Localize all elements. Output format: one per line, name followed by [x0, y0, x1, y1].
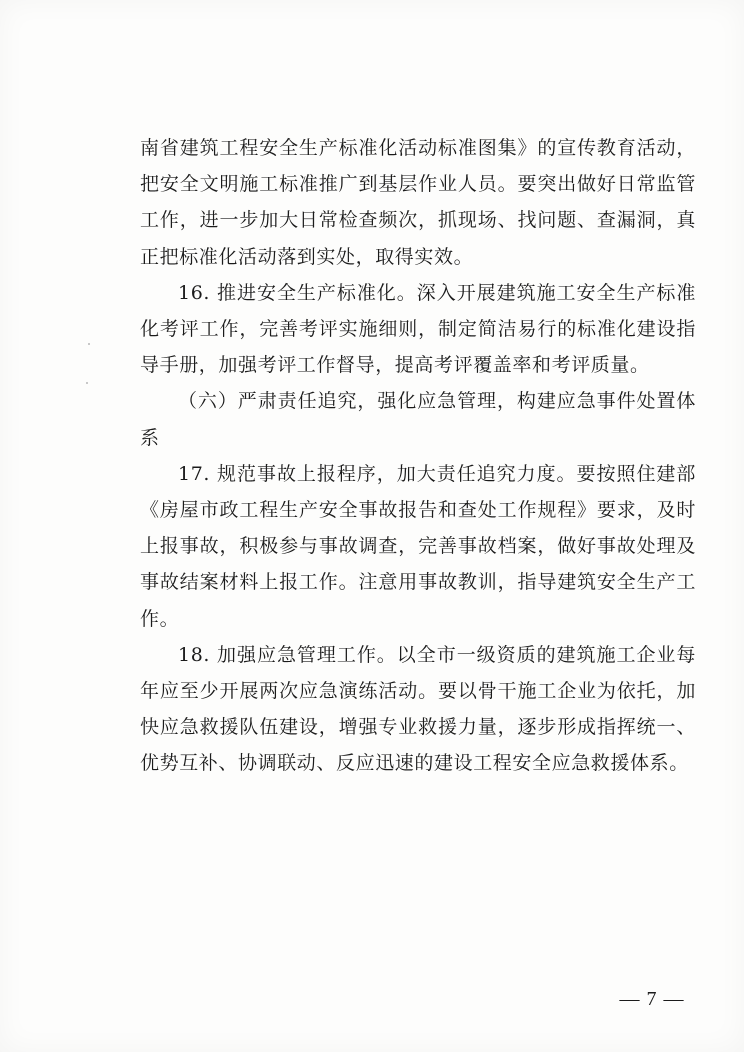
paragraph-continuation: 南省建筑工程安全生产标准化活动标准图集》的宣传教育活动，把安全文明施工标准推广到基层作业人员。要突出做好日常监管工作，进一步加大日常检查频次，抓现场、找问题、查漏洞，真正把标准化活动落到实处，取得实效。	[140, 137, 696, 268]
paragraph-item-16: 16. 推进安全生产标准化。深入开展建筑施工安全生产标准化考评工作，完善考评实施细则，制定简洁易行的标准化建设指导手册，加强考评工作督导，提高考评覆盖率和考评质量。	[140, 281, 696, 377]
paragraph-item-17: 17. 规范事故上报程序，加大责任追究力度。要按照住建部《房屋市政工程生产安全事故报告和查处工作规程》要求，及时上报事故，积极参与事故调查，完善事故档案，做好事故处理及事故结案材料上报工作。注意用事故教训，指导建筑安全生产工作。	[140, 462, 696, 630]
scan-speck	[86, 382, 88, 384]
paragraph-item-18: 18. 加强应急管理工作。以全市一级资质的建筑施工企业每年应至少开展两次应急演练活动。要以骨干施工企业为依托，加快应急救援队伍建设，增强专业救援力量，逐步形成指挥统一、优势互补、协调联动、反应迅速的建设工程安全应急救援体系。	[140, 643, 696, 775]
page-number: — 7 —	[619, 988, 685, 1010]
scan-speck	[88, 343, 90, 345]
section-heading-6: （六）严肃责任追究，强化应急管理，构建应急事件处置体系	[140, 390, 696, 449]
body-text	[140, 130, 696, 782]
